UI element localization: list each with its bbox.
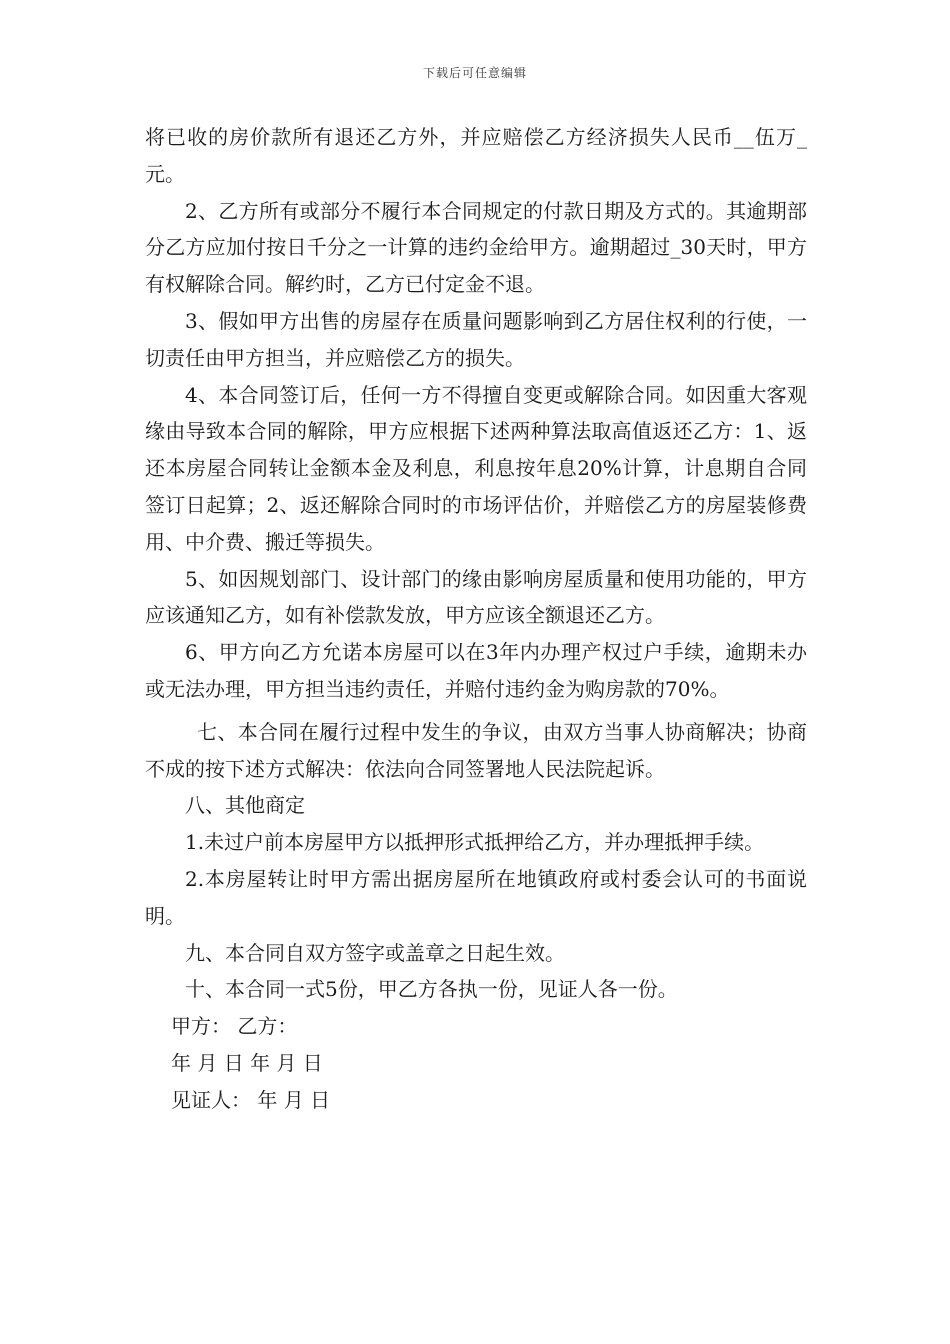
signature-parties-line: 甲方： 乙方： xyxy=(171,1014,298,1039)
paragraph-section-9: 九、本合同自双方签字或盖章之日起生效。 xyxy=(185,940,565,965)
paragraph-clause-3: 3、假如甲方出售的房屋存在质量问题影响到乙方居住权利的行使，一切责任由甲方担当，并应赔偿乙方的损失。 xyxy=(145,308,807,370)
signature-dates-line: 年 月 日 年 月 日 xyxy=(171,1050,323,1075)
paragraph-section-8-item-1: 1.未过户前本房屋甲方以抵押形式抵押给乙方，并办理抵押手续。 xyxy=(185,830,765,855)
paragraph-section-7: 七、本合同在履行过程中发生的争议，由双方当事人协商解决；协商不成的按下述方式解决：依法向合同签署地人民法院起诉。 xyxy=(145,719,807,781)
paragraph-section-8-heading: 八、其他商定 xyxy=(185,793,305,818)
paragraph-clause-4: 4、本合同签订后，任何一方不得擅自变更或解除合同。如因重大客观缘由导致本合同的解除，甲方应根据下述两种算法取高值返还乙方：1、返还本房屋合同转让金额本金及利息，利息按年息20%计算，计息期自合同签订日起算；2、返还解除合同时的市场评估价，并赔偿乙方的房屋装修费用、中介费、搬迁等损失。 xyxy=(145,382,807,554)
paragraph-clause-6: 6、甲方向乙方允诺本房屋可以在3年内办理产权过户手续，逾期未办或无法办理，甲方担当违约责任，并赔付违约金为购房款的70%。 xyxy=(145,640,807,701)
paragraph-section-8-item-2: 2.本房屋转让时甲方需出据房屋所在地镇政府或村委会认可的书面说明。 xyxy=(145,866,807,928)
paragraph-section-10: 十、本合同一式5份，甲乙方各执一份，见证人各一份。 xyxy=(185,977,678,1002)
paragraph-clause-2: 2、乙方所有或部分不履行本合同规定的付款日期及方式的。其逾期部分乙方应加付按日千分之一计算的违约金给甲方。逾期超过_30天时，甲方有权解除合同。解约时，乙方已付定金不退。 xyxy=(145,198,807,297)
paragraph-refund-continuation: 将已收的房价款所有退还乙方外，并应赔偿乙方经济损失人民币__伍万_元。 xyxy=(145,125,807,186)
page-header: 下载后可任意编辑 xyxy=(422,66,527,80)
paragraph-clause-5: 5、如因规划部门、设计部门的缘由影响房屋质量和使用功能的，甲方应该通知乙方，如有补偿款发放，甲方应该全额退还乙方。 xyxy=(145,566,807,628)
signature-witness-line: 见证人： 年 月 日 xyxy=(171,1087,331,1112)
document-body xyxy=(145,119,807,1119)
